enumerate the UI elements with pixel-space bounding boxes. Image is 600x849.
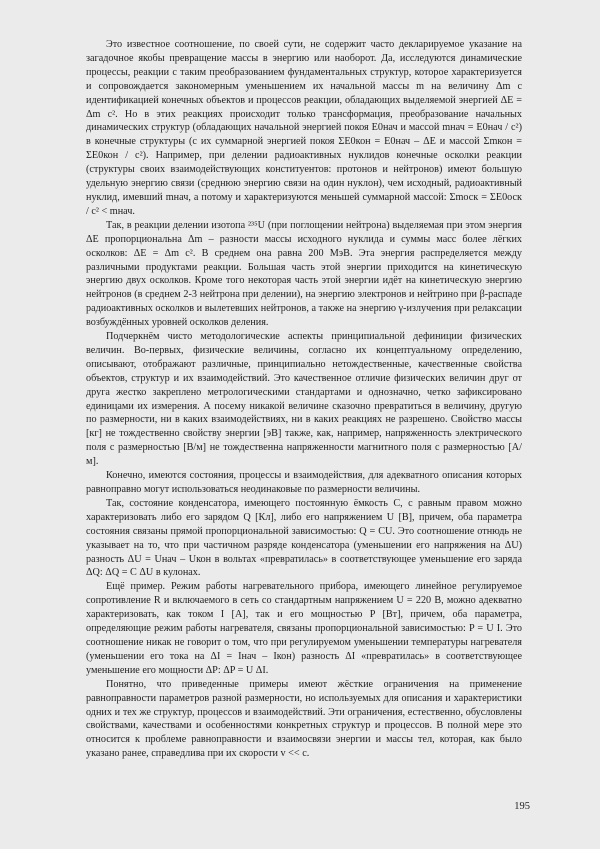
paragraph-heater-example: Ещё пример. Режим работы нагревательного прибора, имеющего линейное регулируемое сопротивление R и включаемого в сеть со стандартным напряжением U = 220 В, можно адекватно характеризовать, как током I [А], так и его мощностью P [Вт], причем, оба параметра, определяющие режим работы нагревателя, связаны пропорциональной зависимостью: P = U I. Это соотношение никак не говорит о том, что при регулируемом уменьшении температуры нагревателя (уменьшении его тока на ΔI = Iнач – Iкон) разность ΔI «превратилась» в соответствующее уменьшение его мощности ΔP: ΔP = U ΔI. — [86, 581, 522, 676]
paragraph-capacitor-example: Так, состояние конденсатора, имеющего постоянную ёмкость C, с равным правом можно характеризовать либо его зарядом Q [Кл], либо его напряжением U [В], причем, оба параметра состояния связаны прямой пропорциональной зависимостью: Q = CU. Это соотношение отнюдь не указывает на то, что при частичном разряде конденсатора (уменьшении его напряжения на ΔU) разность ΔU = Uнач – Uкон в вольтах «превратилась» в соответствующее уменьшение его заряда ΔQ: ΔQ = C ΔU в кулонах. — [86, 497, 522, 579]
paragraph-mass-energy-relation: Это известное соотношение, по своей сути, не содержит часто декларируемое указание на загадочное якобы превращение массы в энергию или наоборот. Да, исследуются динамические процессы, реакции с таким преобразованием фундаментальных структур, которое характеризуется и сопровождается закономерным уменьшением их начальной массы m на величину Δm с идентификацией конечных объектов и процессов реакции, обладающих выделяемой энергией ΔE = Δm c². Но в этих реакциях происходит только трансформация, преобразование начальных динамических структур (обладающих начальной энергией покоя E0нач и массой mнач = E0нач / c²) в конечные структуры (с их суммарной энергией покоя ΣE0кон = E0нач – ΔE и массой Σmкон = ΣE0кон / c²). Например, при делении радиоактивных нуклидов конечные осколки реакции (структуры своих взаимодействующих конституентов: протонов и нейтронов) имеют большую удельную энергию связи (среднюю энергию связи на один нуклон), чем исходный, радиоактивный нуклид, имевший mнач, а потому и характеризуются меньшей суммарной массой: Σmоск = ΣE0оск / c² < mнач. — [86, 39, 522, 217]
paragraph-equivalent-quantities: Конечно, имеются состояния, процессы и взаимодействия, для адекватного описания которых равноправно могут использоваться неодинаковые по размерности величины. — [86, 470, 522, 495]
page-number: 195 — [514, 801, 530, 812]
page-body — [86, 38, 522, 761]
paragraph-uranium-fission: Так, в реакции делении изотопа ²³⁵U (при поглощении нейтрона) выделяемая при этом энергия ΔE пропорциональна Δm – разности массы исходного нуклида и суммы масс более лёгких осколков: ΔE = Δm c². В среднем она равна 200 МэВ. Эта энергия распределяется между различными продуктами реакции. Большая часть этой энергии приходится на кинетическую энергию двух осколков. Кроме того некоторая часть этой энергии идёт на кинетическую энергию нейтронов (в среднем 2-3 нейтрона при делении), на энергию электронов и нейтрино при β-распаде радиоактивных осколков и вылетевших нейтронов, а также на энергию γ-излучения при релаксации возбуждённых уровней осколков деления. — [86, 219, 522, 329]
paragraph-physical-quantities: Подчеркнём чисто методологические аспекты принципиальной дефиниции физических величин. Во-первых, физические величины, согласно их концептуальному определению, описывают, отображают различные, принципиально нетождественные, качественные свойства объектов, структур и их взаимодействий. Это качественное отличие физических величин друг от друга жестко закреплено метрологическими стандартами и однозначно, четко зафиксировано единицами их измерения. А посему никакой величине сказочно превратиться в величину, другую по размерности, ни в каких взаимодействиях, ни в каких реакциях не разрешено. Свойство массы [кг] не тождественно свойству энергии [эВ] также, как, например, напряженность электрического поля с размерностью [В/м] не тождественна напряженности магнитного поля с размерностью [А/м]. — [86, 331, 522, 468]
paragraph-conclusion: Понятно, что приведенные примеры имеют жёсткие ограничения на применение равноправности параметров разной размерности, но используемых для описания и характеристики одних и тех же структур, процессов и взаимодействий. Эти ограничения, естественно, обусловлены свойствами, качествами и особенностями конкретных структур и процессов. В полной мере это относится к проблеме равноправности и взаимосвязи энергии и массы тел, которая, как было указано ранее, справедлива при их скорости v << c. — [86, 678, 522, 760]
